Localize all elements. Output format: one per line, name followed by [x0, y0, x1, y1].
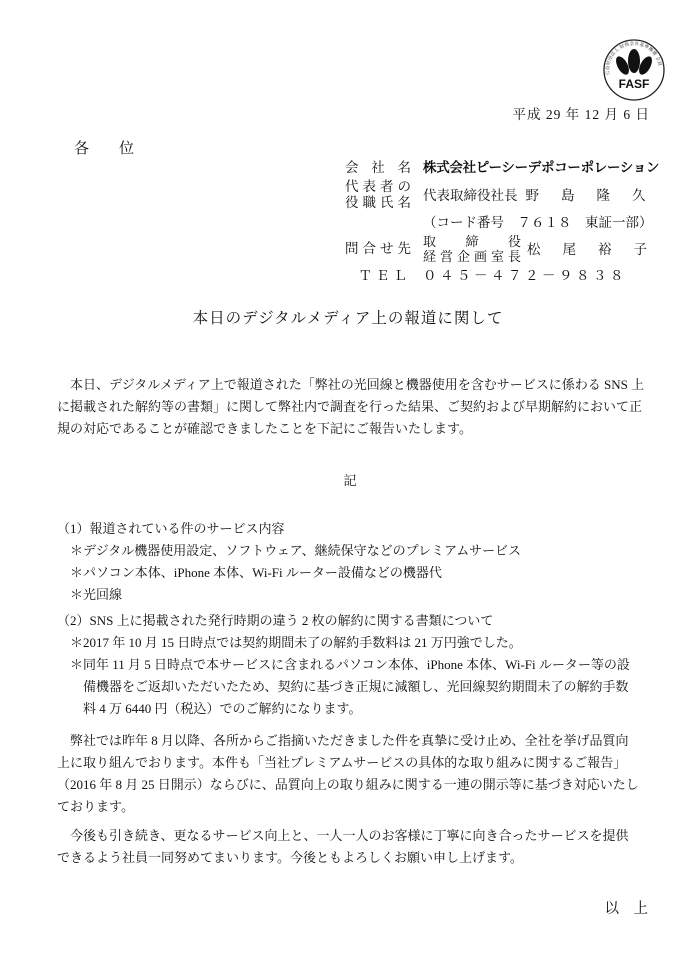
representative-title: 代表取締役社長 — [423, 187, 518, 203]
representative-value — [423, 187, 668, 204]
document-body — [57, 374, 645, 869]
paragraph-line: できるよう社員一同努めてまいります。今後ともよろしくお願い申し上げます。 — [57, 850, 523, 865]
contact-name: 松尾裕子 — [527, 241, 669, 257]
representative-row — [345, 179, 668, 211]
paragraph-line: （2016 年 8 月 25 日開示）ならびに、品質向上の取り組みに関する一連の開示等に基づき対応いたし — [57, 777, 639, 792]
stock-code: （コード番号 ７６１８ 東証一部） — [423, 215, 653, 230]
salutation: 各 位 — [74, 141, 135, 157]
representative-label-line1: 代表者の — [345, 179, 411, 194]
contact-label: 問合せ先 — [345, 241, 411, 256]
closing-mark: 以 上 — [604, 901, 648, 917]
list-item: ＊2017 年 10 月 15 日時点では契約期間未了の解約手数料は 21 万円強でした。 — [57, 635, 522, 650]
closing-paragraph — [57, 825, 645, 869]
paragraph-line: 上に取り組んでおります。本件も「当社プレミアムサービスの具体的な取り組みに関するご報告」 — [57, 755, 627, 770]
tel-number: ０４５－４７２－９８３８ — [423, 268, 627, 283]
list-item: ＊デジタル機器使用設定、ソフトウェア、継続保守などのプレミアムサービス — [57, 543, 521, 558]
fasf-logo-icon — [596, 34, 672, 106]
section-heading: （2）SNS 上に掲載された発行時期の違う 2 枚の解約に関する書類について — [57, 613, 494, 628]
list-item-continuation: 備機器をご返却いただいたため、契約に基づき正規に減額し、光回線契約期間未了の解約手数 — [57, 679, 629, 694]
contact-value — [423, 234, 669, 264]
section-1 — [57, 518, 645, 606]
fasf-label: FASF — [618, 77, 650, 91]
fasf-logo-svg — [596, 34, 672, 106]
representative-name: 野島隆久 — [525, 187, 668, 203]
fasf-arc-text: 公益財団法人 財務会計基準機構 会員 — [604, 40, 663, 76]
contact-title-line2: 経営企画室長 — [423, 249, 521, 264]
list-item: ＊同年 11 月 5 日時点で本サービスに含まれるパソコン本体、iPhone 本体、Wi-Fi ルーター等の設 — [57, 657, 630, 672]
company-name: 株式会社ピーシーデポコーポレーション — [423, 160, 660, 175]
stock-code-row — [345, 214, 665, 231]
representative-label — [345, 179, 411, 211]
paragraph-line: ております。 — [57, 799, 134, 814]
contact-title-line1: 取締役 — [423, 234, 521, 249]
sender-info-block — [345, 159, 669, 287]
section-heading: （1）報道されている件のサービス内容 — [57, 521, 285, 536]
section-2 — [57, 610, 645, 720]
document-date: 平成 29 年 12 月 6 日 — [512, 107, 650, 122]
paragraph-line: 規の対応であることが確認できましたことを下記にご報告いたします。 — [57, 421, 472, 436]
list-item: ＊光回線 — [57, 587, 123, 602]
quality-paragraph — [57, 730, 645, 818]
paragraph-line: 弊社では昨年 8 月以降、各所からご指摘いただきました件を真摯に受け止め、全社を挙げ品質向 — [57, 733, 629, 748]
company-name-label: 会社名 — [345, 159, 411, 175]
list-item: ＊パソコン本体、iPhone 本体、Wi-Fi ルーター設備などの機器代 — [57, 565, 442, 580]
paragraph-line: 今後も引き続き、更なるサービス向上と、一人一人のお客様に丁寧に向き合ったサービスを提供 — [57, 828, 629, 843]
company-name-row — [345, 159, 665, 176]
ki-marker: 記 — [343, 473, 359, 488]
representative-label-line2: 役職氏名 — [345, 195, 411, 210]
paragraph-line: 本日、デジタルメディア上で報道された「弊社の光回線と機器使用を含むサービスに係わる SNS 上 — [57, 377, 645, 392]
page-title: 本日のデジタルメディア上の報道に関して — [192, 310, 504, 327]
intro-paragraph — [57, 374, 645, 440]
tel-label: ＴＥＬ — [358, 267, 411, 283]
contact-title — [423, 234, 521, 264]
list-item-continuation: 料 4 万 6440 円（税込）でのご解約になります。 — [57, 701, 362, 716]
paragraph-line: に掲載された解約等の書類」に関して弊社内で調査を行った結果、ご契約および早期解約において正 — [57, 399, 643, 414]
tel-row — [345, 267, 665, 284]
contact-row — [345, 234, 669, 264]
